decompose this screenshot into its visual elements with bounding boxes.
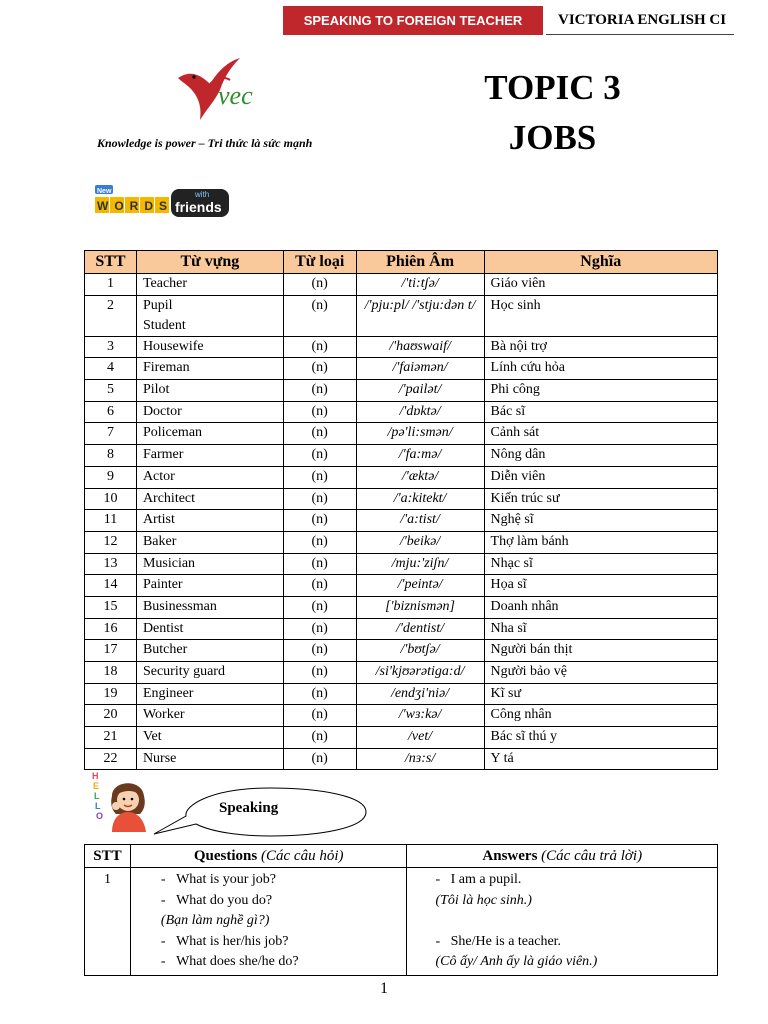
vocab-header-word: Từ vựng bbox=[136, 251, 283, 274]
qa-header-stt: STT bbox=[85, 845, 131, 868]
vocab-row bbox=[85, 445, 718, 467]
vocab-stt: 6 bbox=[85, 401, 137, 423]
vocab-header-stt: STT bbox=[85, 251, 137, 274]
hello-letter-o: O bbox=[96, 811, 104, 821]
vocab-row bbox=[85, 358, 718, 380]
qa-header-questions-vi: (Các câu hỏi) bbox=[261, 847, 344, 864]
vocab-stt: 17 bbox=[85, 640, 137, 662]
vocab-row bbox=[85, 596, 718, 618]
vocab-row bbox=[85, 640, 718, 662]
vocab-stt: 12 bbox=[85, 531, 137, 553]
vocab-phonetic: /'a:kitekt/ bbox=[356, 488, 484, 510]
dash-marker: - bbox=[160, 933, 166, 949]
vocab-phonetic: /'dɒktə/ bbox=[356, 401, 484, 423]
vocab-type: (n) bbox=[283, 575, 356, 597]
vocab-word: Fireman bbox=[136, 358, 283, 380]
answer-1: I am a pupil. bbox=[450, 872, 522, 887]
vocab-word: Engineer bbox=[136, 683, 283, 705]
vocab-meaning: Bác sĩ thú y bbox=[484, 727, 717, 749]
vocab-type: (n) bbox=[283, 401, 356, 423]
qa-header-answers-vi: (Các câu trả lời) bbox=[541, 847, 643, 864]
vocab-stt: 19 bbox=[85, 683, 137, 705]
vocab-phonetic: /'a:tist/ bbox=[356, 510, 484, 532]
vocab-meaning: Nông dân bbox=[484, 445, 717, 467]
vocab-phonetic: /si'kjʊərətiga:d/ bbox=[356, 662, 484, 684]
vocab-row bbox=[85, 531, 718, 553]
vocab-type: (n) bbox=[283, 618, 356, 640]
hello-letter-l2: L bbox=[95, 801, 101, 811]
vocab-meaning: Học sinh bbox=[484, 295, 717, 336]
vocab-type: (n) bbox=[283, 295, 356, 336]
vocab-phonetic: /'æktə/ bbox=[356, 466, 484, 488]
vocab-phonetic: /'bʊtʃə/ bbox=[356, 640, 484, 662]
vocab-word: Housewife bbox=[136, 336, 283, 358]
vocab-meaning: Người bảo vệ bbox=[484, 662, 717, 684]
vocab-row bbox=[85, 274, 718, 296]
vocab-type: (n) bbox=[283, 445, 356, 467]
vocab-type: (n) bbox=[283, 748, 356, 770]
vocab-meaning: Giáo viên bbox=[484, 274, 717, 296]
vocab-stt: 14 bbox=[85, 575, 137, 597]
vocab-word: Worker bbox=[136, 705, 283, 727]
vocab-header-phonetic: Phiên Âm bbox=[356, 251, 484, 274]
vocab-meaning: Người bán thịt bbox=[484, 640, 717, 662]
vocab-type: (n) bbox=[283, 596, 356, 618]
vocab-phonetic: /'ti:tʃə/ bbox=[356, 274, 484, 296]
vocab-meaning: Doanh nhân bbox=[484, 596, 717, 618]
vocab-stt: 1 bbox=[85, 274, 137, 296]
dash-marker: - bbox=[160, 872, 166, 887]
vocab-word: Security guard bbox=[136, 662, 283, 684]
hello-letter-l1: L bbox=[94, 791, 100, 801]
vocab-stt: 22 bbox=[85, 748, 137, 770]
vocab-word: Nurse bbox=[136, 748, 283, 770]
vocab-type: (n) bbox=[283, 705, 356, 727]
vocab-row bbox=[85, 380, 718, 402]
vocab-phonetic: /mju:'ziʃn/ bbox=[356, 553, 484, 575]
motto: Knowledge is power – Tri thức là sức mạnh bbox=[97, 136, 313, 150]
logo-with-text: with bbox=[195, 190, 210, 199]
vocabulary-table bbox=[84, 250, 718, 770]
topic-title: TOPIC 3 bbox=[484, 68, 621, 107]
vocab-type: (n) bbox=[283, 488, 356, 510]
vocab-phonetic: /'beikə/ bbox=[356, 531, 484, 553]
vocab-type: (n) bbox=[283, 336, 356, 358]
dash-marker: - bbox=[160, 954, 166, 969]
qa-header-row bbox=[85, 845, 718, 868]
vocab-row bbox=[85, 401, 718, 423]
vocab-row bbox=[85, 423, 718, 445]
vocab-phonetic: /'wɜ:kə/ bbox=[356, 705, 484, 727]
vocab-header-meaning: Nghĩa bbox=[484, 251, 717, 274]
vocab-stt: 2 bbox=[85, 295, 137, 336]
answer-1-vi: (Tôi là học sinh.) bbox=[435, 892, 532, 908]
vocab-meaning: Nghệ sĩ bbox=[484, 510, 717, 532]
vocab-type: (n) bbox=[283, 553, 356, 575]
vocab-word: Policeman bbox=[136, 423, 283, 445]
vocab-word: Painter bbox=[136, 575, 283, 597]
vocab-row bbox=[85, 748, 718, 770]
vocab-meaning: Thợ làm bánh bbox=[484, 531, 717, 553]
vocab-meaning: Cảnh sát bbox=[484, 423, 717, 445]
vocab-stt: 18 bbox=[85, 662, 137, 684]
words-with-friends-logo bbox=[95, 185, 230, 219]
vocab-meaning: Y tá bbox=[484, 748, 717, 770]
dash-marker: - bbox=[435, 933, 441, 949]
vec-logo bbox=[170, 50, 260, 130]
vocab-phonetic: /'fa:mə/ bbox=[356, 445, 484, 467]
header-underline bbox=[546, 34, 734, 35]
question-4: What does she/he do? bbox=[176, 954, 299, 969]
answer-2: She/He is a teacher. bbox=[450, 933, 562, 949]
vocab-type: (n) bbox=[283, 358, 356, 380]
vocab-phonetic: /'dentist/ bbox=[356, 618, 484, 640]
vocab-row bbox=[85, 466, 718, 488]
vocab-type: (n) bbox=[283, 510, 356, 532]
vocab-type: (n) bbox=[283, 727, 356, 749]
vocab-meaning: Diễn viên bbox=[484, 466, 717, 488]
vocab-stt: 16 bbox=[85, 618, 137, 640]
vocab-meaning: Kiến trúc sư bbox=[484, 488, 717, 510]
vocab-type: (n) bbox=[283, 274, 356, 296]
vocab-word: Architect bbox=[136, 488, 283, 510]
vocab-stt: 15 bbox=[85, 596, 137, 618]
logo-friends-text: friends bbox=[175, 199, 222, 215]
vocab-stt: 5 bbox=[85, 380, 137, 402]
vocab-row bbox=[85, 553, 718, 575]
vocab-body bbox=[85, 274, 718, 770]
qa-header-answers-label: Answers bbox=[482, 847, 538, 864]
vocab-phonetic: /nɜ:s/ bbox=[356, 748, 484, 770]
vocab-word: Doctor bbox=[136, 401, 283, 423]
vocab-meaning: Kĩ sư bbox=[484, 683, 717, 705]
vocab-type: (n) bbox=[283, 531, 356, 553]
question-2-vi: (Bạn làm nghề gì?) bbox=[160, 913, 270, 928]
vocab-meaning: Nha sĩ bbox=[484, 618, 717, 640]
vocab-row bbox=[85, 662, 718, 684]
vocab-type: (n) bbox=[283, 380, 356, 402]
vocab-type: (n) bbox=[283, 466, 356, 488]
vocab-row bbox=[85, 705, 718, 727]
question-1: What is your job? bbox=[176, 872, 277, 887]
vocab-row bbox=[85, 727, 718, 749]
dash-marker: - bbox=[160, 892, 166, 908]
hello-girl-illustration bbox=[90, 770, 152, 832]
vocab-word: Actor bbox=[136, 466, 283, 488]
vocab-stt: 20 bbox=[85, 705, 137, 727]
vocab-type: (n) bbox=[283, 640, 356, 662]
vocab-type: (n) bbox=[283, 662, 356, 684]
questions-answers-table bbox=[84, 844, 718, 976]
vocab-row bbox=[85, 488, 718, 510]
vocab-stt: 11 bbox=[85, 510, 137, 532]
vocab-row bbox=[85, 510, 718, 532]
header-banner: SPEAKING TO FOREIGN TEACHER bbox=[283, 6, 543, 35]
vocab-word: Pilot bbox=[136, 380, 283, 402]
vocab-header-row bbox=[85, 251, 718, 274]
vocab-phonetic: /'pailət/ bbox=[356, 380, 484, 402]
vocab-phonetic: /endʒi'niə/ bbox=[356, 683, 484, 705]
vocab-phonetic: /'haʊswaif/ bbox=[356, 336, 484, 358]
logo-words-text: WORDS bbox=[97, 199, 167, 213]
vocab-stt: 13 bbox=[85, 553, 137, 575]
vocab-word: Businessman bbox=[136, 596, 283, 618]
vocab-meaning: Bác sĩ bbox=[484, 401, 717, 423]
vocab-word: Artist bbox=[136, 510, 283, 532]
qa-row-stt: 1 bbox=[85, 868, 131, 976]
logo-new-text: New bbox=[97, 188, 112, 195]
qa-answers-cell bbox=[407, 868, 718, 976]
vocab-stt: 8 bbox=[85, 445, 137, 467]
qa-header-questions bbox=[130, 845, 407, 868]
vocab-row bbox=[85, 336, 718, 358]
vocab-meaning: Bà nội trợ bbox=[484, 336, 717, 358]
vocab-word: Baker bbox=[136, 531, 283, 553]
vocab-row bbox=[85, 295, 718, 336]
hello-letter-h: H bbox=[92, 771, 99, 781]
question-2: What do you do? bbox=[176, 892, 273, 908]
answer-2-vi: (Cô ấy/ Anh ấy là giáo viên.) bbox=[435, 954, 598, 969]
vocab-meaning: Nhạc sĩ bbox=[484, 553, 717, 575]
vocab-row bbox=[85, 618, 718, 640]
page-number: 1 bbox=[380, 980, 388, 997]
vocab-stt: 3 bbox=[85, 336, 137, 358]
vocab-word: Pupil Student bbox=[136, 295, 283, 336]
qa-header-questions-label: Questions bbox=[193, 847, 258, 864]
vocab-phonetic: /vet/ bbox=[356, 727, 484, 749]
vocab-meaning: Lính cứu hỏa bbox=[484, 358, 717, 380]
vocab-word: Butcher bbox=[136, 640, 283, 662]
vocab-phonetic: /'faiəmən/ bbox=[356, 358, 484, 380]
vocab-stt: 4 bbox=[85, 358, 137, 380]
vocab-type: (n) bbox=[283, 423, 356, 445]
vocab-word: Teacher bbox=[136, 274, 283, 296]
vocab-stt: 9 bbox=[85, 466, 137, 488]
vocab-phonetic: /'peintə/ bbox=[356, 575, 484, 597]
vocab-word: Vet bbox=[136, 727, 283, 749]
question-3: What is her/his job? bbox=[176, 933, 289, 949]
hello-letter-e: E bbox=[93, 781, 100, 791]
vocab-meaning: Họa sĩ bbox=[484, 575, 717, 597]
vocab-stt: 21 bbox=[85, 727, 137, 749]
vocab-header-type: Từ loại bbox=[283, 251, 356, 274]
vocab-stt: 10 bbox=[85, 488, 137, 510]
vocab-row bbox=[85, 575, 718, 597]
vocab-word: Dentist bbox=[136, 618, 283, 640]
logo-text: vec bbox=[218, 81, 253, 110]
vocab-meaning: Công nhân bbox=[484, 705, 717, 727]
header-org-name: VICTORIA ENGLISH CI bbox=[558, 12, 727, 28]
vocab-phonetic: /pə'li:smən/ bbox=[356, 423, 484, 445]
qa-header-answers bbox=[407, 845, 718, 868]
vocab-stt: 7 bbox=[85, 423, 137, 445]
vocab-word: Musician bbox=[136, 553, 283, 575]
dash-marker: - bbox=[435, 872, 441, 887]
speaking-label: Speaking bbox=[219, 800, 279, 816]
vocab-phonetic: /'pju:pl/ /'stju:dən t/ bbox=[356, 295, 484, 336]
vocab-phonetic: ['biznismən] bbox=[356, 596, 484, 618]
vocab-word: Farmer bbox=[136, 445, 283, 467]
topic-subtitle: JOBS bbox=[508, 118, 597, 157]
vocab-type: (n) bbox=[283, 683, 356, 705]
qa-row bbox=[85, 868, 718, 976]
vocab-row bbox=[85, 683, 718, 705]
qa-questions-cell bbox=[130, 868, 407, 976]
vocab-meaning: Phi công bbox=[484, 380, 717, 402]
